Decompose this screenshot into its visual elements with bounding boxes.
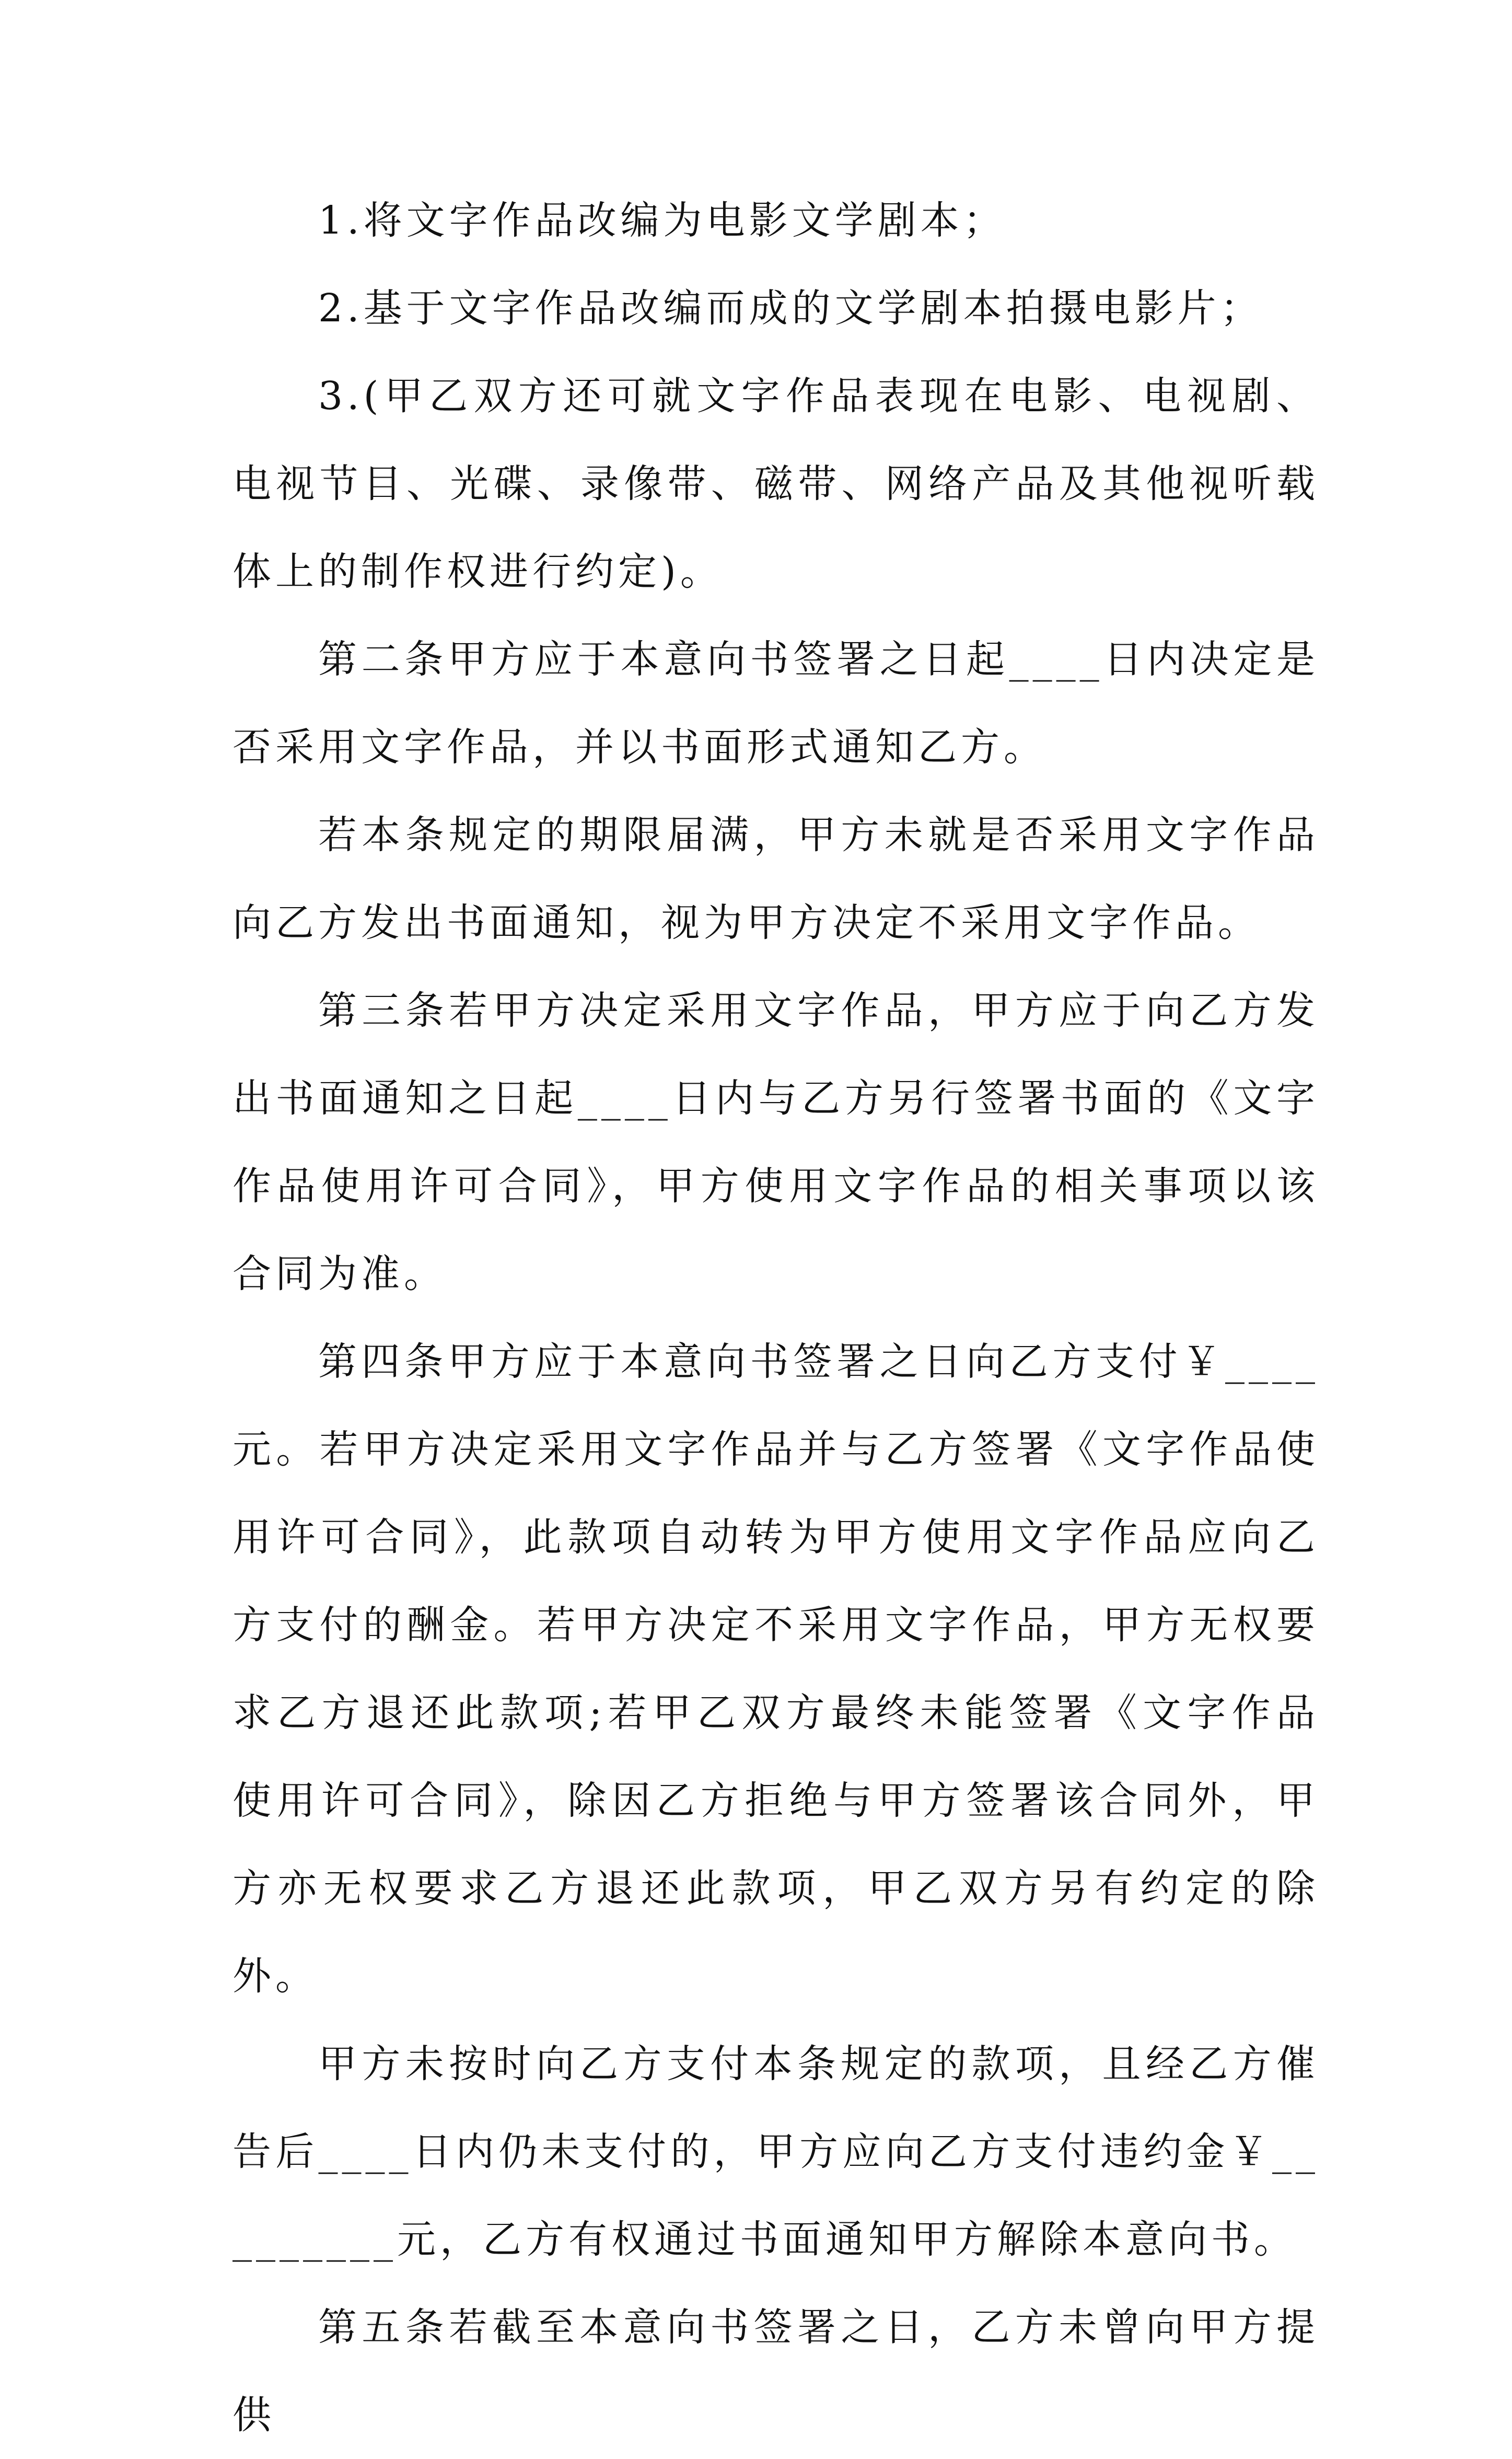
article-2-expiry-paragraph: 若本条规定的期限届满，甲方未就是否采用文字作品向乙方发出书面通知，视为甲方决定不采用文字作品。 bbox=[232, 813, 1319, 945]
article-4-paragraph: 第四条甲方应于本意向书签署之日向乙方支付￥____元。若甲方决定采用文字作品并与乙方签署《文字作品使用许可合同》，此款项自动转为甲方使用文字作品应向乙方支付的酬金。若甲方决定不采用文字作品，甲方无权要求乙方退还此款项;若甲乙双方最终未能签署《文字作品使用许可合同》，除因乙方拒绝与甲方签署该合同外，甲方亦无权要求乙方退还此款项，甲乙双方另有约定的除外。 bbox=[232, 1339, 1319, 1999]
article-2-paragraph: 第二条甲方应于本意向书签署之日起____日内决定是否采用文字作品，并以书面形式通知乙方。 bbox=[232, 637, 1319, 770]
article-5-paragraph: 第五条若截至本意向书签署之日，乙方未曾向甲方提供 bbox=[232, 2305, 1319, 2438]
clause-item-2: 2.基于文字作品改编而成的文学剧本拍摄电影片； bbox=[318, 286, 1263, 331]
document-body bbox=[232, 177, 1319, 2459]
clause-item-3: 3.(甲乙双方还可就文字作品表现在电影、电视剧、电视节目、光碟、录像带、磁带、网络产品及其他视听载体上的制作权进行约定)。 bbox=[232, 374, 1319, 594]
article-4-penalty-paragraph: 甲方未按时向乙方支付本条规定的款项，且经乙方催告后____日内仍未支付的，甲方应向乙方支付违约金￥_________元，乙方有权通过书面通知甲方解除本意向书。 bbox=[232, 2042, 1319, 2262]
article-3-paragraph: 第三条若甲方决定采用文字作品，甲方应于向乙方发出书面通知之日起____日内与乙方另行签署书面的《文字作品使用许可合同》，甲方使用文字作品的相关事项以该合同为准。 bbox=[232, 988, 1319, 1296]
clause-item-1: 1.将文字作品改编为电影文学剧本； bbox=[318, 198, 1006, 243]
